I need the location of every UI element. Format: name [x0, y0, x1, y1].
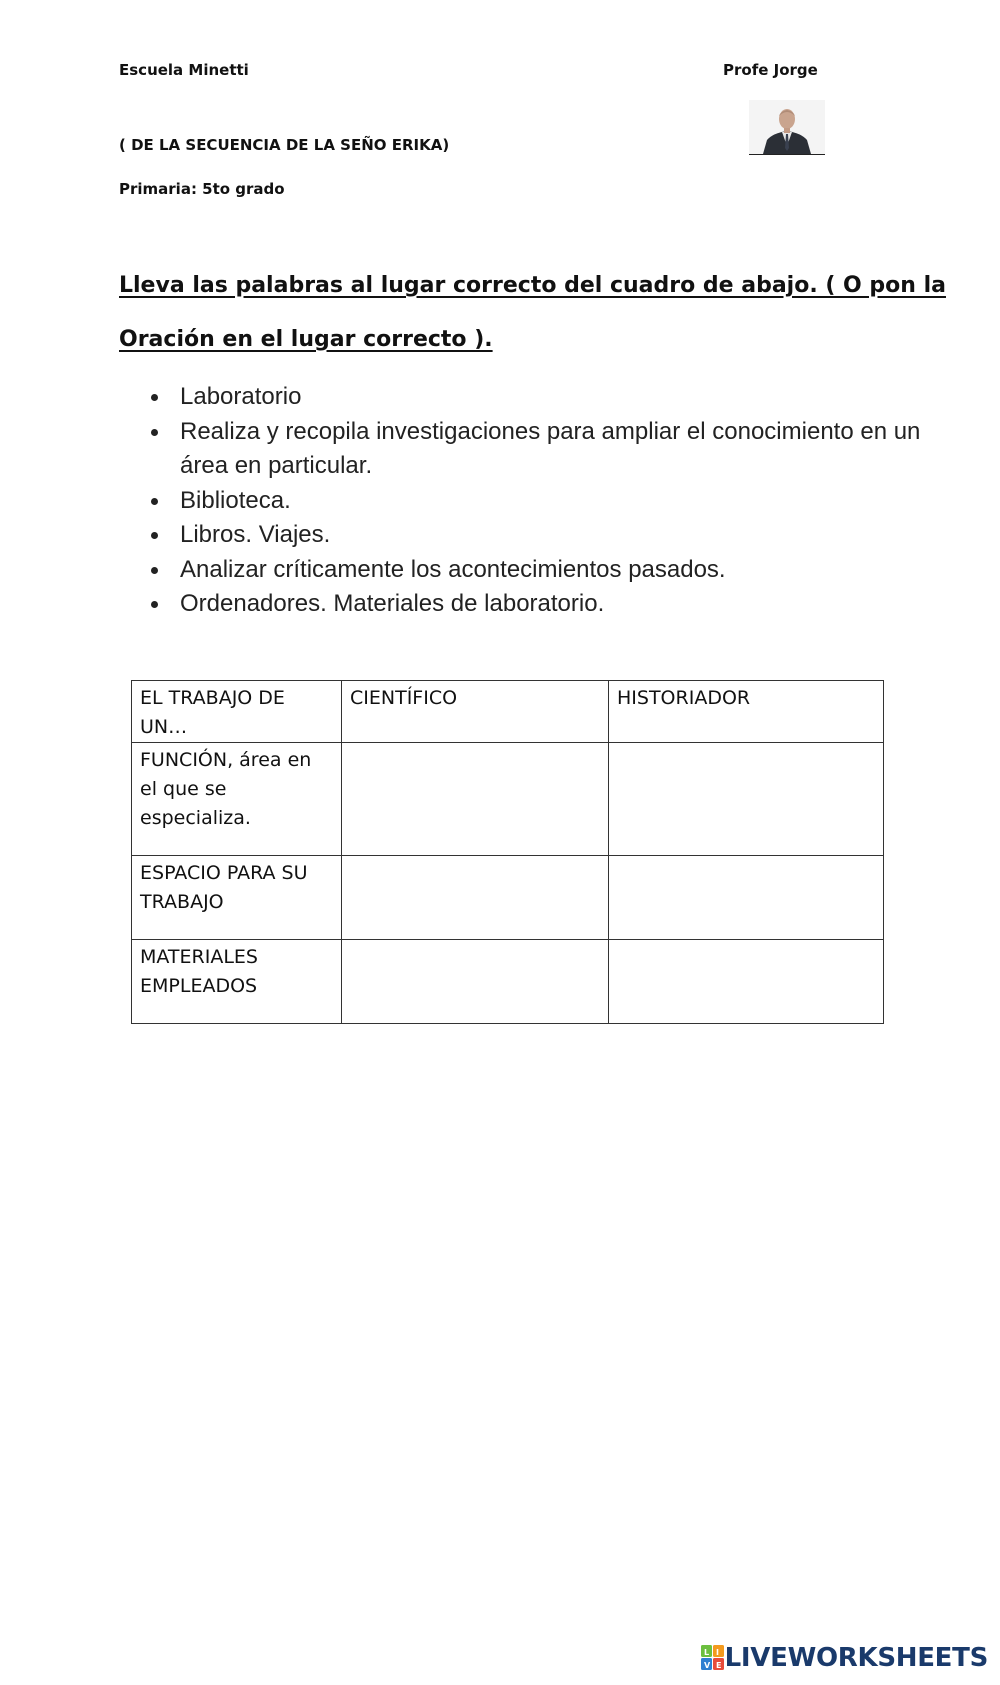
word-bank-item[interactable]: Libros. Viajes. [155, 518, 935, 553]
header-cell-trabajo: EL TRABAJO DE UN… [132, 681, 342, 743]
table-row [132, 856, 884, 940]
word-bank-item[interactable]: Ordenadores. Materiales de laboratorio. [155, 587, 935, 622]
row-label-materiales: MATERIALES EMPLEADOS [132, 940, 342, 1024]
sequence-note: ( DE LA SECUENCIA DE LA SEÑO ERIKA) [119, 136, 450, 154]
classification-table [131, 680, 884, 1024]
word-bank-item[interactable]: Biblioteca. [155, 484, 935, 519]
svg-text:L: L [703, 1648, 709, 1657]
drop-cell-historiador-funcion[interactable] [609, 743, 884, 856]
word-bank-item[interactable]: Analizar críticamente los acontecimientos pasados. [155, 553, 935, 588]
table-row [132, 743, 884, 856]
table-header-row [132, 681, 884, 743]
svg-text:V: V [703, 1661, 710, 1670]
table-row [132, 940, 884, 1024]
liveworksheets-logo-text: LIVEWORKSHEETS [724, 1643, 988, 1673]
header-cell-historiador: HISTORIADOR [609, 681, 884, 743]
word-bank-item[interactable]: Laboratorio [155, 380, 935, 415]
liveworksheets-logo-icon [701, 1645, 725, 1671]
teacher-photo [749, 100, 825, 155]
grade-label: Primaria: 5to grado [119, 180, 285, 198]
instruction-line-2: Oración en el lugar correcto ). [119, 327, 493, 352]
drop-cell-historiador-espacio[interactable] [609, 856, 884, 940]
instruction-line-1: Lleva las palabras al lugar correcto del cuadro de abajo. ( O pon la [119, 273, 946, 298]
word-bank-item[interactable]: Realiza y recopila investigaciones para ampliar el conocimiento en un área en particular. [155, 415, 935, 484]
school-name: Escuela Minetti [119, 61, 249, 79]
svg-text:I: I [715, 1648, 719, 1657]
svg-text:E: E [715, 1661, 722, 1670]
teacher-name: Profe Jorge [723, 61, 818, 79]
drop-cell-cientifico-funcion[interactable] [342, 743, 609, 856]
row-label-funcion: FUNCIÓN, área en el que se especializa. [132, 743, 342, 856]
drop-cell-cientifico-espacio[interactable] [342, 856, 609, 940]
liveworksheets-logo[interactable] [701, 1643, 988, 1673]
row-label-espacio: ESPACIO PARA SU TRABAJO [132, 856, 342, 940]
drop-cell-cientifico-materiales[interactable] [342, 940, 609, 1024]
drop-cell-historiador-materiales[interactable] [609, 940, 884, 1024]
word-bank [155, 380, 935, 622]
header-cell-cientifico: CIENTÍFICO [342, 681, 609, 743]
